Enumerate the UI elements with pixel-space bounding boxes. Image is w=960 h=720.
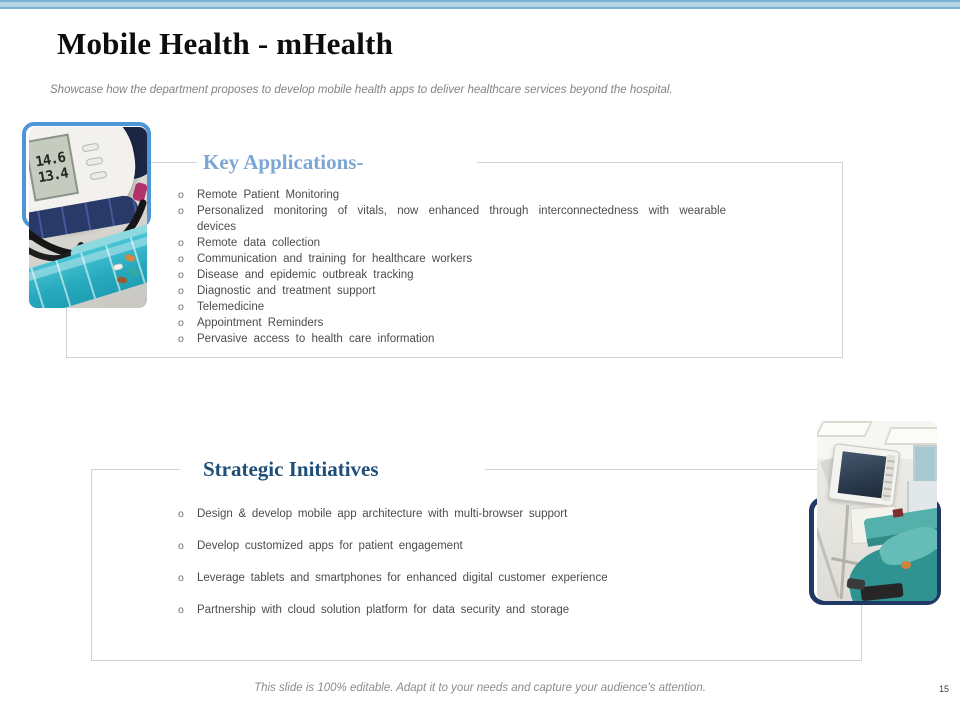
bullet-icon: o bbox=[178, 285, 184, 297]
page-number: 15 bbox=[938, 684, 949, 694]
list-item-text: Leverage tablets and smartphones for enhanced digital customer experience bbox=[197, 572, 608, 584]
list-item-text: Disease and epidemic outbreak tracking bbox=[197, 269, 414, 281]
list-item-text: Develop customized apps for patient engagement bbox=[197, 540, 463, 552]
list-item bbox=[178, 283, 726, 299]
window bbox=[913, 445, 937, 485]
bullet-icon: o bbox=[178, 269, 184, 281]
list-item-text: Pervasive access to health care information bbox=[197, 333, 435, 345]
bullet-icon: o bbox=[178, 333, 184, 345]
list-item bbox=[178, 251, 726, 267]
key-applications-heading: Key Applications- bbox=[197, 148, 477, 176]
bullet-icon: o bbox=[178, 237, 184, 249]
bullet-icon: o bbox=[178, 301, 184, 313]
list-item bbox=[178, 506, 738, 522]
strategic-initiatives-heading: Strategic Initiatives bbox=[180, 455, 485, 483]
list-item-text: Remote data collection bbox=[197, 237, 320, 249]
list-item-text: Telemedicine bbox=[197, 301, 265, 313]
bullet-icon: o bbox=[178, 508, 184, 520]
operating-room-image bbox=[817, 421, 937, 601]
list-item bbox=[178, 538, 738, 554]
ceiling-light bbox=[817, 421, 873, 437]
list-item bbox=[178, 315, 726, 331]
bullet-icon: o bbox=[178, 604, 184, 616]
page-title: Mobile Health - mHealth bbox=[57, 26, 394, 61]
list-item bbox=[178, 602, 738, 618]
list-item bbox=[178, 235, 726, 251]
list-item-text: Diagnostic and treatment support bbox=[197, 285, 376, 297]
ceiling-light bbox=[884, 427, 937, 445]
drape-accent bbox=[901, 561, 911, 569]
list-item bbox=[178, 331, 726, 347]
monitor-screen bbox=[838, 451, 887, 498]
bullet-icon: o bbox=[178, 317, 184, 329]
page-subtitle: Showcase how the department proposes to develop mobile health apps to deliver healthcare services beyond the hospital. bbox=[50, 84, 673, 96]
bullet-icon: o bbox=[178, 189, 184, 201]
strategic-initiatives-list bbox=[178, 506, 738, 634]
lcd-reading-bottom: 13.4 bbox=[36, 164, 69, 186]
list-item bbox=[178, 203, 726, 235]
list-item bbox=[178, 267, 726, 283]
table-item bbox=[892, 508, 903, 517]
list-item-text: Remote Patient Monitoring bbox=[197, 189, 340, 201]
key-applications-list bbox=[178, 187, 726, 347]
list-item bbox=[178, 570, 738, 586]
bullet-icon: o bbox=[178, 540, 184, 552]
list-item-text: Communication and training for healthcare workers bbox=[197, 253, 473, 265]
patient-monitor bbox=[828, 443, 900, 507]
top-accent-bar bbox=[0, 0, 960, 9]
list-item bbox=[178, 187, 726, 203]
bullet-icon: o bbox=[178, 572, 184, 584]
list-item bbox=[178, 299, 726, 315]
list-item-text: Partnership with cloud solution platform for data security and storage bbox=[197, 604, 570, 616]
list-item-text: Personalized monitoring of vitals, now enhanced through interconnectedness with wearable devices bbox=[197, 205, 726, 233]
bullet-icon: o bbox=[178, 253, 184, 265]
blood-pressure-monitor-image bbox=[29, 127, 147, 308]
bullet-icon: o bbox=[178, 205, 184, 217]
lcd-reading-top: 14.6 bbox=[34, 149, 67, 171]
list-item-text: Design & develop mobile app architecture with multi-browser support bbox=[197, 508, 568, 520]
list-item-text: Appointment Reminders bbox=[197, 317, 324, 329]
footer-note: This slide is 100% editable. Adapt it to your needs and capture your audience's attention. bbox=[254, 682, 706, 694]
